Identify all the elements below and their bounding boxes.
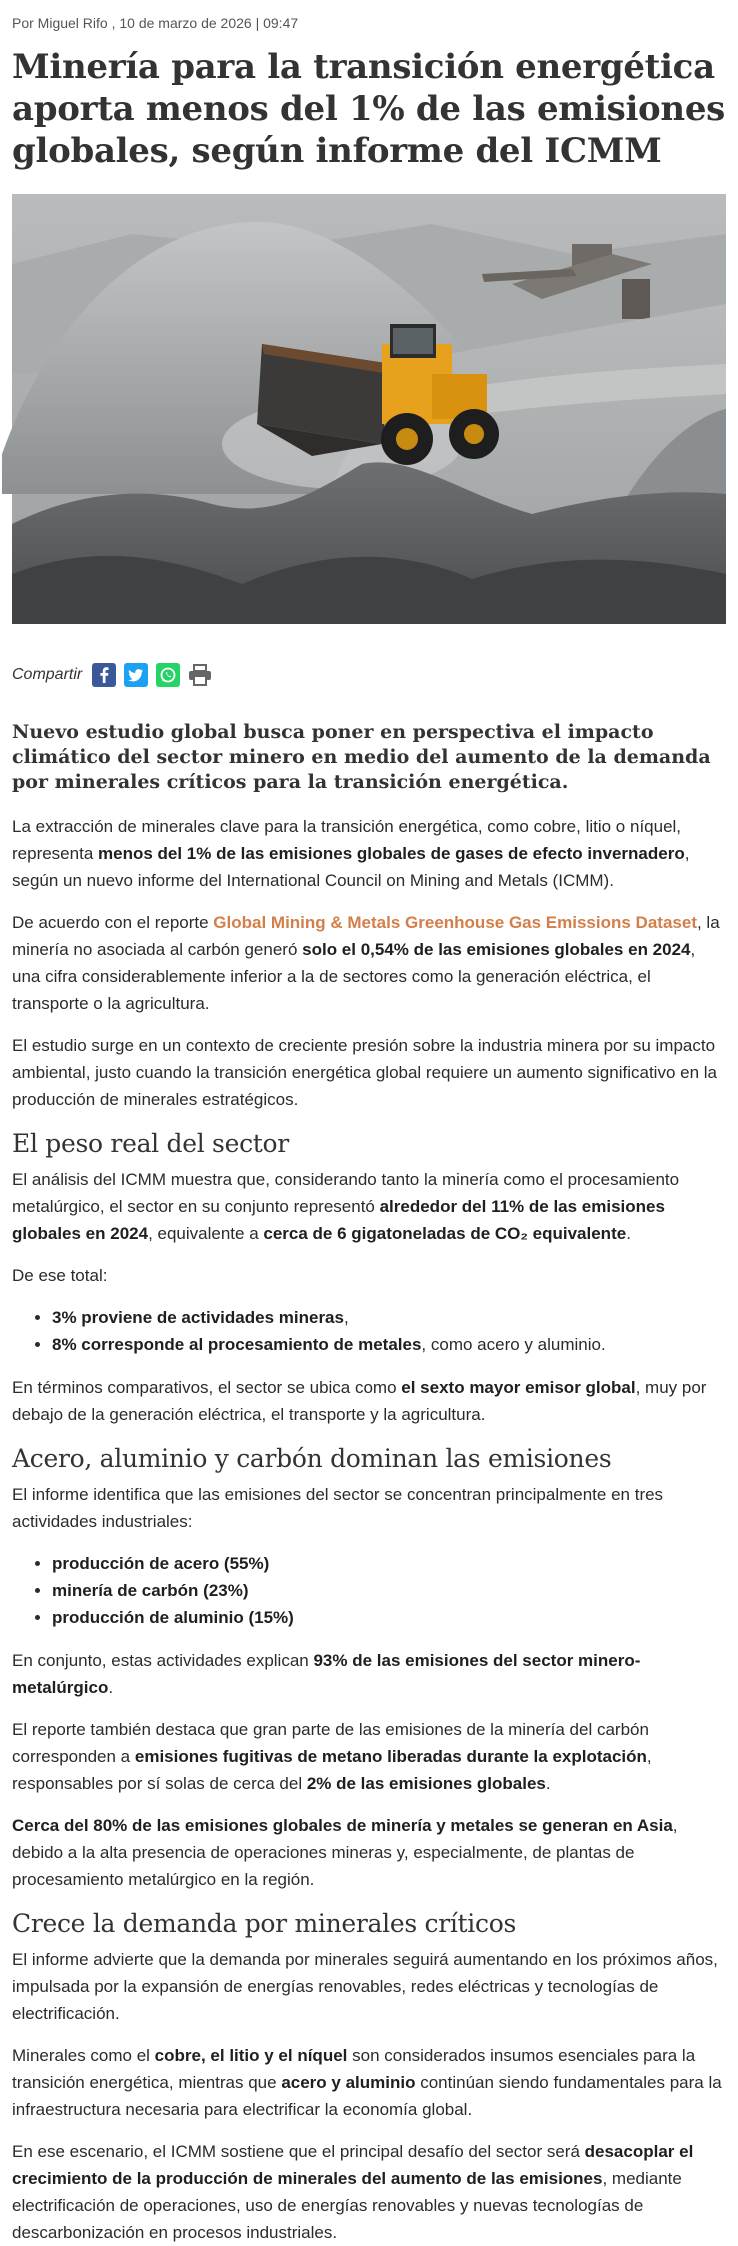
paragraph: En términos comparativos, el sector se ubica como el sexto mayor emisor global, muy por debajo de la generación eléctrica, el transporte y la agricultura. xyxy=(12,1378,707,1424)
share-label: Compartir xyxy=(12,666,83,683)
paragraph: De acuerdo con el reporte Global Mining & Metals Greenhouse Gas Emissions Dataset, la minería no asociada al carbón generó solo el 0,54% de las emisiones globales en 2024, una cifra considerablemente inferior a la de sectores como la generación eléctrica, el transporte o la agricultura. xyxy=(12,913,720,1013)
list-item: • producción de aluminio (15%) xyxy=(52,1604,726,1631)
quarry-wheel-loader-photo xyxy=(12,194,726,624)
paragraph: Cerca del 80% de las emisiones globales de minería y metales se generan en Asia, debido a la alta presencia de operaciones mineras y, especialmente, de plantas de procesamiento metalúrgico en la región. xyxy=(12,1816,678,1889)
dataset-report-link[interactable]: Global Mining & Metals Greenhouse Gas Emissions Dataset xyxy=(213,913,697,932)
facebook-icon[interactable] xyxy=(92,663,116,687)
bullet-list xyxy=(52,1304,726,1358)
article-title: Minería para la transición energética aporta menos del 1% de las emisiones globales, según informe del ICMM xyxy=(12,47,726,171)
paragraph: Minerales como el cobre, el litio y el níquel son considerados insumos esenciales para la transición energética, mientras que acero y aluminio continúan siendo fundamentales para la infraestructura necesaria para electrificar la economía global. xyxy=(12,2046,722,2119)
whatsapp-icon[interactable] xyxy=(156,663,180,687)
paragraph: De ese total: xyxy=(12,1266,108,1285)
section-heading: Acero, aluminio y carbón dominan las emisiones xyxy=(12,1444,612,1473)
share-bar xyxy=(12,660,726,690)
article-byline: Por Miguel Rifo , 10 de marzo de 2026 | 09:47 xyxy=(12,15,299,31)
twitter-icon[interactable] xyxy=(124,663,148,687)
article-lead: Nuevo estudio global busca poner en perspectiva el impacto climático del sector minero en medio del aumento de la demanda por minerales críticos para la transición energética. xyxy=(12,721,711,793)
list-item: • producción de acero (55%) xyxy=(52,1550,726,1577)
hero-image xyxy=(12,194,726,624)
paragraph: El reporte también destaca que gran parte de las emisiones de la minería del carbón corresponden a emisiones fugitivas de metano liberadas durante la explotación, responsables por sí solas de cerca del 2% de las emisiones globales. xyxy=(12,1720,652,1793)
paragraph: En ese escenario, el ICMM sostiene que el principal desafío del sector será desacoplar el crecimiento de la producción de minerales del aumento de las emisiones, mediante electrificación de operaciones, uso de energías renovables y nuevas tecnologías de descarbonización en procesos industriales. xyxy=(12,2142,694,2242)
section-heading: El peso real del sector xyxy=(12,1129,289,1158)
paragraph: El informe identifica que las emisiones del sector se concentran principalmente en tres actividades industriales: xyxy=(12,1485,664,1531)
print-icon[interactable] xyxy=(188,663,212,687)
bullet-list xyxy=(52,1550,726,1631)
paragraph: El informe advierte que la demanda por minerales seguirá aumentando en los próximos años, impulsada por la expansión de energías renovables, redes eléctricas y tecnologías de electrificación. xyxy=(12,1950,718,2023)
list-item: • minería de carbón (23%) xyxy=(52,1577,726,1604)
list-item: • 3% proviene de actividades mineras, xyxy=(52,1304,726,1331)
paragraph: En conjunto, estas actividades explican 93% de las emisiones del sector minero-metalúrgico. xyxy=(12,1651,641,1697)
section-heading: Crece la demanda por minerales críticos xyxy=(12,1909,516,1938)
paragraph: El estudio surge en un contexto de creciente presión sobre la industria minera por su impacto ambiental, justo cuando la transición energética global requiere un aumento significativo en la producción de minerales estratégicos. xyxy=(12,1036,717,1109)
list-item: • 8% corresponde al procesamiento de metales, como acero y aluminio. xyxy=(52,1331,726,1358)
paragraph: La extracción de minerales clave para la transición energética, como cobre, litio o níquel, representa menos del 1% de las emisiones globales de gases de efecto invernadero, según un nuevo informe del International Council on Mining and Metals (ICMM). xyxy=(12,817,690,890)
paragraph: El análisis del ICMM muestra que, considerando tanto la minería como el procesamiento metalúrgico, el sector en su conjunto representó alrededor del 11% de las emisiones globales en 2024, equivalente a cerca de 6 gigatoneladas de CO₂ equivalente. xyxy=(12,1170,680,1243)
